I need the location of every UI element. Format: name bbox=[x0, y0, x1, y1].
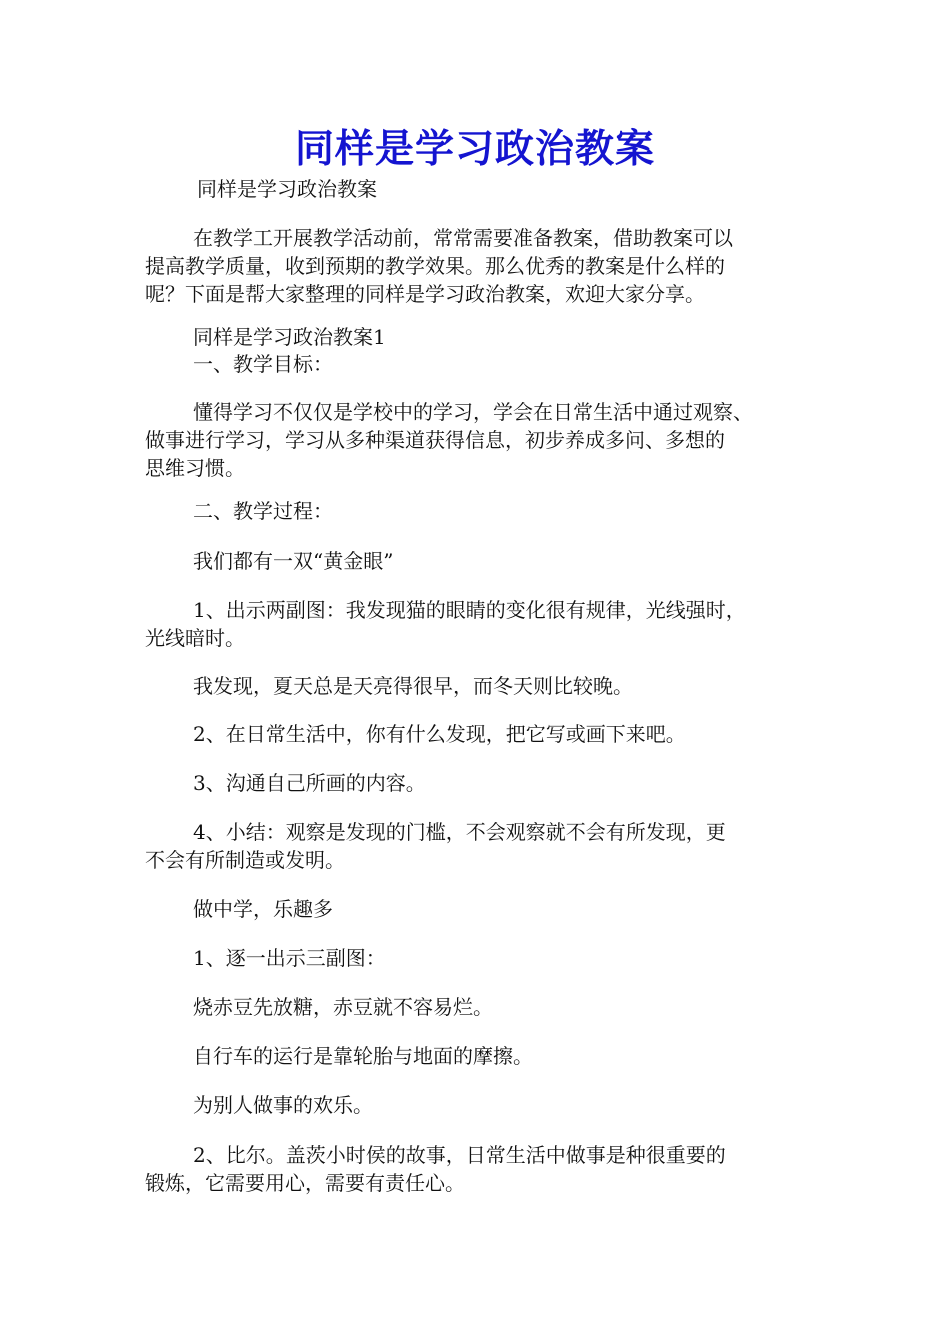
paragraph-line: 二、教学过程： bbox=[193, 499, 333, 523]
section-heading-goals bbox=[145, 350, 813, 378]
document-subtitle bbox=[145, 175, 813, 203]
section-heading-lesson-1 bbox=[145, 323, 813, 351]
step-paragraph bbox=[145, 944, 813, 972]
paragraph-line: 我发现，夏天总是天亮得很早，而冬天则比较晚。 bbox=[193, 674, 633, 698]
paragraph-line: 提高教学质量，收到预期的教学效果。那么优秀的教案是什么样的 bbox=[145, 254, 725, 278]
paragraph-line: 3、沟通自己所画的内容。 bbox=[193, 771, 426, 795]
subtitle-line: 同样是学习政治教案 bbox=[197, 177, 377, 201]
paragraph-line: 在教学工开展教学活动前，常常需要准备教案，借助教案可以 bbox=[193, 226, 733, 250]
paragraph-line: 自行车的运行是靠轮胎与地面的摩擦。 bbox=[193, 1044, 533, 1068]
paragraph-line: 一、教学目标： bbox=[193, 352, 333, 376]
step-paragraph bbox=[145, 1091, 813, 1119]
paragraph-line: 光线暗时。 bbox=[145, 626, 245, 650]
paragraph-line: 做中学，乐趣多 bbox=[193, 897, 333, 921]
step-paragraph bbox=[145, 672, 813, 700]
paragraph-line: 烧赤豆先放糖，赤豆就不容易烂。 bbox=[193, 995, 493, 1019]
paragraph-line: 为别人做事的欢乐。 bbox=[193, 1093, 373, 1117]
section-heading-process bbox=[145, 497, 813, 525]
step-paragraph bbox=[145, 1042, 813, 1070]
step-paragraph bbox=[145, 720, 813, 748]
step-paragraph bbox=[145, 993, 813, 1021]
document-title: 同样是学习政治教案 bbox=[294, 126, 655, 172]
paragraph-line: 我们都有一双“黄金眼” bbox=[193, 549, 394, 573]
step-paragraph bbox=[145, 769, 813, 797]
paragraph-line: 1、逐一出示三副图： bbox=[193, 946, 386, 970]
paragraph-line: 1、出示两副图：我发现猫的眼睛的变化很有规律，光线强时， bbox=[193, 598, 746, 622]
goals-paragraph bbox=[145, 398, 813, 482]
paragraph-line: 做事进行学习，学习从多种渠道获得信息，初步养成多问、多想的 bbox=[145, 428, 725, 452]
paragraph-line: 2、比尔。盖茨小时侯的故事，日常生活中做事是种很重要的 bbox=[193, 1143, 726, 1167]
paragraph-line: 思维习惯。 bbox=[145, 456, 245, 480]
subheading-golden-eye bbox=[145, 547, 813, 575]
paragraph-line: 锻炼，它需要用心，需要有责任心。 bbox=[145, 1171, 465, 1195]
paragraph-line: 4、小结：观察是发现的门槛，不会观察就不会有所发现，更 bbox=[193, 820, 726, 844]
subheading-learn-by-doing bbox=[145, 895, 813, 923]
paragraph-line: 不会有所制造或发明。 bbox=[145, 848, 345, 872]
step-paragraph bbox=[145, 1141, 813, 1197]
paragraph-line: 2、在日常生活中，你有什么发现，把它写或画下来吧。 bbox=[193, 722, 686, 746]
paragraph-line: 呢？下面是帮大家整理的同样是学习政治教案，欢迎大家分享。 bbox=[145, 282, 705, 306]
intro-paragraph bbox=[145, 224, 813, 308]
step-paragraph bbox=[145, 596, 813, 652]
paragraph-line: 同样是学习政治教案1 bbox=[193, 325, 386, 349]
step-paragraph bbox=[145, 818, 813, 874]
paragraph-line: 懂得学习不仅仅是学校中的学习，学会在日常生活中通过观察、 bbox=[193, 400, 753, 424]
